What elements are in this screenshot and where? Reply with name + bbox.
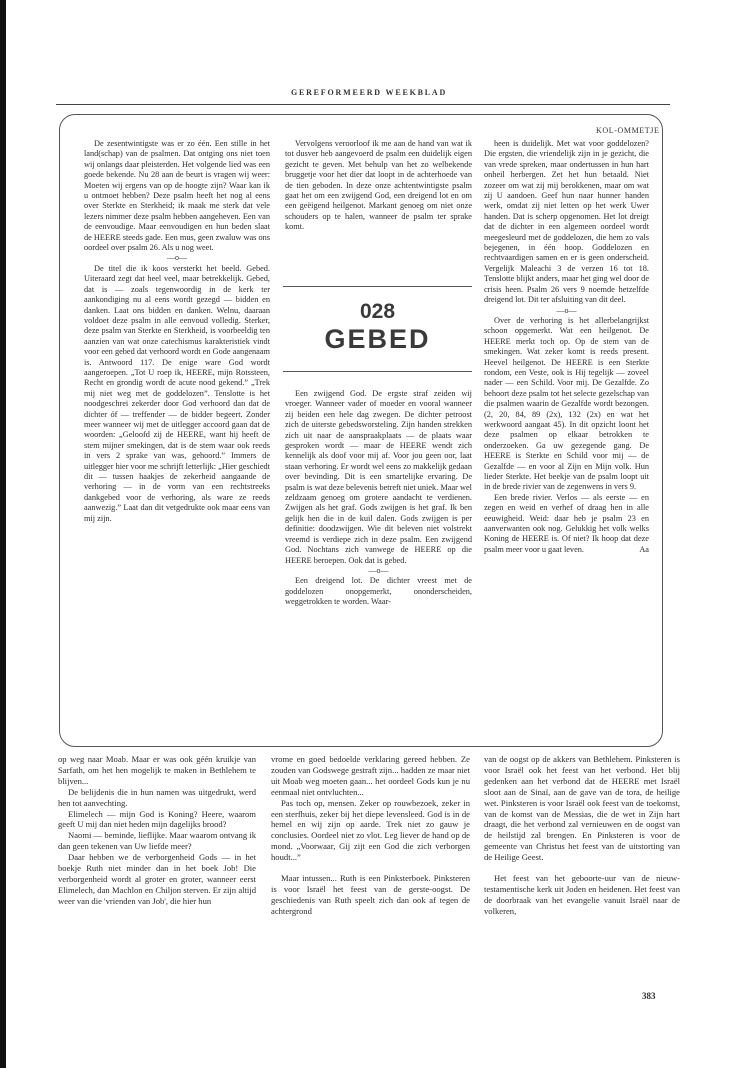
body-column-1 [58, 754, 256, 907]
body-column-2 [271, 754, 470, 917]
section-separator: —o— [167, 253, 187, 263]
article-column-2-top [285, 139, 472, 233]
paragraph: vrome en goed bedoelde verklaring gereed hebben. Ze zouden van Godswege gestraft zijn... hadden ze maar niet uit Moab weg moeten gaan... het oordeel Gods kun je nu eenmaal niet ontvluchten... [271, 754, 470, 797]
author-signature: Aa [639, 544, 649, 554]
title-rule-top [283, 286, 472, 287]
paragraph-text: Een brede rivier. Verlos — als eerste — en zegen en weid en verhef of draag hen in alle eeuwigheid. Weid: daar heb je psalm 23 en aanverwanten ook nog. Gelukkig het volk welks Koning de HEERE is. Of niet? Ik hoop dat deze psalm meer voor u gaat leven. [484, 492, 649, 554]
title-rule-bottom [283, 371, 472, 372]
paragraph: Pas toch op, mensen. Zeker op rouwbezoek, zeker in een sterfhuis, zeker bij het diepe levensleed. God is in de hemel en wij zijn op aarde. Trek niet zo gauw je conclusies. Oordeel niet zo vlot. Leg liever de hand op de mond. „Voorwaar, Gij zijt een God die zich verborgen houdt...” [271, 797, 470, 863]
column-label: KOL-OMMETJE [596, 126, 660, 135]
paragraph: Het feest van het geboorte-uur van de nieuw-testamentische kerk uit Joden en heidenen. Het feest van de doorbraak van het evangelie vanuit Israël naar de volkeren, [484, 873, 680, 916]
scan-edge [0, 0, 6, 1068]
paragraph: Over de verhoring is het allerbelangrijkst schoon opgemerkt. Wat een heilgenot. De HEERE merkt toch op. Op de stem van de smekingen. Wat zeker komt is reeds present. Heevel heilgenot. De HEERE is een Sterkte rondom, een Veste, ook is Hij tegelijk — zoveel nader — een Schild. Voor mij. De Gezalfde. Zo behoort deze psalm tot het selecte gezelschap van die psalmen waarin de Gezalfde wordt bezongen. (2, 20, 84, 89 (2x), 132 (2x) en wat het werkwoord aangaat 45). In dit opzicht loont het deze psalmen op elkaar betrokken te onderzoeken. Ga uw gezegende gang. De HEERE is Sterkte en Schild voor mij — de Gezalfde — en voor al Zijn en Mijn volk. Hun lieder Sterkte. Het beekje van de psalm loopt uit in de brede rivier van de zegenwens in vers 9. [484, 315, 649, 492]
paragraph: op weg naar Moab. Maar er was ook géén kruikje van Sarfath, om het hen mogelijk te maken in Bethlehem te blijven... [58, 754, 256, 786]
paragraph: Een zwijgend God. De ergste straf zeiden wij vroeger. Wanneer vader of moeder en vooral wanneer zij beiden een hele dag zwegen. De dichter petroost zich de uiterste gebedsworsteling. Zijn handen strekken zich uit naar de aanspraakplaats — de plaats waar gesproken wordt — maar de HEERE wendt zich kennelijk als doof voor mij af. Voor jou geen oor, laat staan verhoring. Er wordt wel eens zo makkelijk gedaan over bevinding. Dit is een smartelijke ervaring. De psalm is wat deze belevenis betreft niet uniek. Maar wel zeldzaam genoeg om grotere aandacht te verdienen. Zwijgen als het graf. Gods zwijgen is het graf. Ik ben gelijk hen die in de kuil dalen. Gods zwijgen is per definitie: doodzwijgen. Wie dit beleven niet volstrekt vreemd is verdiepe zich in deze psalm. Een zwijgend God. Nochtans zich vanwege de HEERE op die HEERE beroepen. Ook dat is gebed. [285, 389, 472, 565]
article-column-2-bottom [285, 389, 472, 608]
paragraph: heen is duidelijk. Met wat voor goddelozen? Die ergsten, die vriendelijk zijn in je gezicht, die van vrede spreken, maar ondertussen in hun hart onheil herbergen. Zet het hun betaald. Niet zozeer om wat zij mij berokkenen, maar om wat zij U aandoen. Geef hun naar hunner handen werk, omdat zij niet letten op het werk Uwer handen. Dat is scherp opgenomen. Het lot dreigt dat de dichter in een algemeen oordeel wordt meegesleurd met de goddelozen, die hem zo vals bejegenen, in één hoop. Goddelozen en rechtvaardigen samen en er is geen onderscheid. Vergelijk Maleachi 3 de verzen 16 tot 18. Tenslotte blijkt anders, maar het ging wel door de crisis heen. Psalm 26 vers 9 noemde hetzelfde dreigend lot. Dit ter afsluiting van dit deel. [484, 139, 649, 305]
section-separator: —o— [556, 305, 577, 315]
article-column-3 [484, 139, 649, 555]
article-column-1 [84, 139, 270, 524]
paragraph [484, 493, 649, 555]
paragraph: Daar hebben we de verborgenheid Gods — in het boekje Ruth niet minder dan in het boek Job! Die verborgenheid wordt al groter en groter, wanneer eerst Elimelech, dan Machlon en Chiljon sterven. Er zijn altijd weer van die 'vrienden van Job', die hier hun [58, 852, 256, 906]
body-column-3 [484, 754, 680, 917]
section-separator: —o— [368, 565, 389, 575]
paragraph: De belijdenis die in hun namen was uitgedrukt, werd hen tot aanvechting. [58, 786, 256, 808]
header-rule [56, 104, 670, 105]
title-number: 028 [359, 300, 396, 323]
paragraph: Vervolgens veroorloof ik me aan de hand van wat ik tot dusver heb aangevoerd de psalm een duidelijk eigen gezicht te geven. Met behulp van het zo welbekende bruggetje voor het dier dat loopt in de achterhoede van de tien geboden. In deze onze achtentwintigste psalm gaat het om een zwijgend God, een dreigend lot en om een geëigend heilgenot. Markant genoeg om niet onze schouders op te halen, wanneer de psalm ter sprake komt. [285, 139, 472, 232]
paragraph: Maar intussen... Ruth is een Pinksterboek. Pinksteren is voor Israël het feest van de gerste-oogst. De geschiedenis van Ruth speelt zich dan ook af tegen de achtergrond [271, 873, 470, 916]
paragraph: Elimelech — mijn God is Koning? Heere, waarom geeft U mij dan niet heden mijn dagelijks brood? [58, 808, 256, 830]
paragraph: van de oogst op de akkers van Bethlehem. Pinksteren is voor Israël ook het feest van het verbond. Het blij gedenken aan het verbond dat de HEERE met Israël sloot aan de Sinaï, aan de gave van de tora, de heilige wet. Pinksteren is voor Israël ook feest van de toekomst, van de komst van de Messias, die de wet in Zijn hart draagt, die het verbond zal vernieuwen en de oogst van de heilstijd zal brengen. En Pinksteren is voor de gemeente van Christus het feest van de uitstorting van de Heilige Geest. [484, 754, 680, 863]
paragraph: Naomi — beminde, lieflijke. Maar waarom ontvang ik dan geen tekenen van Uw liefde meer? [58, 830, 256, 852]
article-title: GEBED [324, 324, 431, 354]
page-number: 383 [642, 991, 656, 1001]
article-title-block [283, 286, 472, 372]
paragraph: De titel die ik koos versterkt het beeld. Gebed. Uiteraard zegt dat heel veel, maar betrekkelijk. Gebed, dat is — zoals tegenwoordig in de kerk ter aankondiging nu al eens wordt gezegd — bidden en danken. Laat ons bidden en danken. Welnu, daaraan voldoet deze psalm in alle eenvoud volledig. Sterker, deze psalm van Sterkte en Sterkheid, is voorbeeldig ten aanzien van wat onze catechismus karakteristiek vindt voor een gebed dat verhoord wordt en Gode aangenaam is. Antwoord 117. De enige ware God wordt aangeroepen. „Tot U roep ik, HEERE, mijn Rotssteen, Recht en grondig wordt de acute nood gekend.” „Trek mij niet weg met de goddelozen”. Tenslotte is het noodgeschrei zekerder door God verhoord dan dat de dichter óf — treffender — de bidder begeert. Zonder meer wanneer wij met de uitlegger accoord gaan dat de woorden: „Geloofd zij de HEERE, want hij heeft de stem mijner smekingen, dat is de stem waar ook reeds in vers 2 sprake van was, gehoord.” Immers de uitlegger hier voor me schrijft letterlijk: „Hier geschiedt dit — tussen haakjes de zekerheid aangaande de verhoring — in de vorm van een rechtstreeks dankgebed voor de verhoring, als ware ze reeds aanwezig.” Laat dan dit vetgedrukte ook maar eens van mij zijn. [84, 263, 270, 523]
paragraph: De zesentwintigste was er zo één. Een stille in het land(schap) van de psalmen. Dat ontging ons niet toen wij onlangs daar pleisterden. Het volgende lied was een goede bekende. Nu 28 aan de beurt is vragen wij weer: Moeten wij ergens van op de hoogte zijn? Waar kan ik u ontmoet hebben? Deze psalm heeft het nog al eens over Sterkte en Sterkheid; ik maak me sterk dat vele lezers nimmer deze psalm hebben aangeheven. Een van de eenvoudige. Maar eenvoudigen en hun beden slaat de HEERE steeds gade. Een mus, geen zwaluw was ons oordeel over psalm 26. Als u nog weet. [84, 139, 270, 253]
paragraph: Een dreigend lot. De dichter vreest met de goddelozen onopgemerkt, ononderscheiden, weggetrokken te worden. Waar- [285, 576, 472, 607]
running-header: GEREFORMEERD WEEKBLAD [290, 88, 448, 97]
